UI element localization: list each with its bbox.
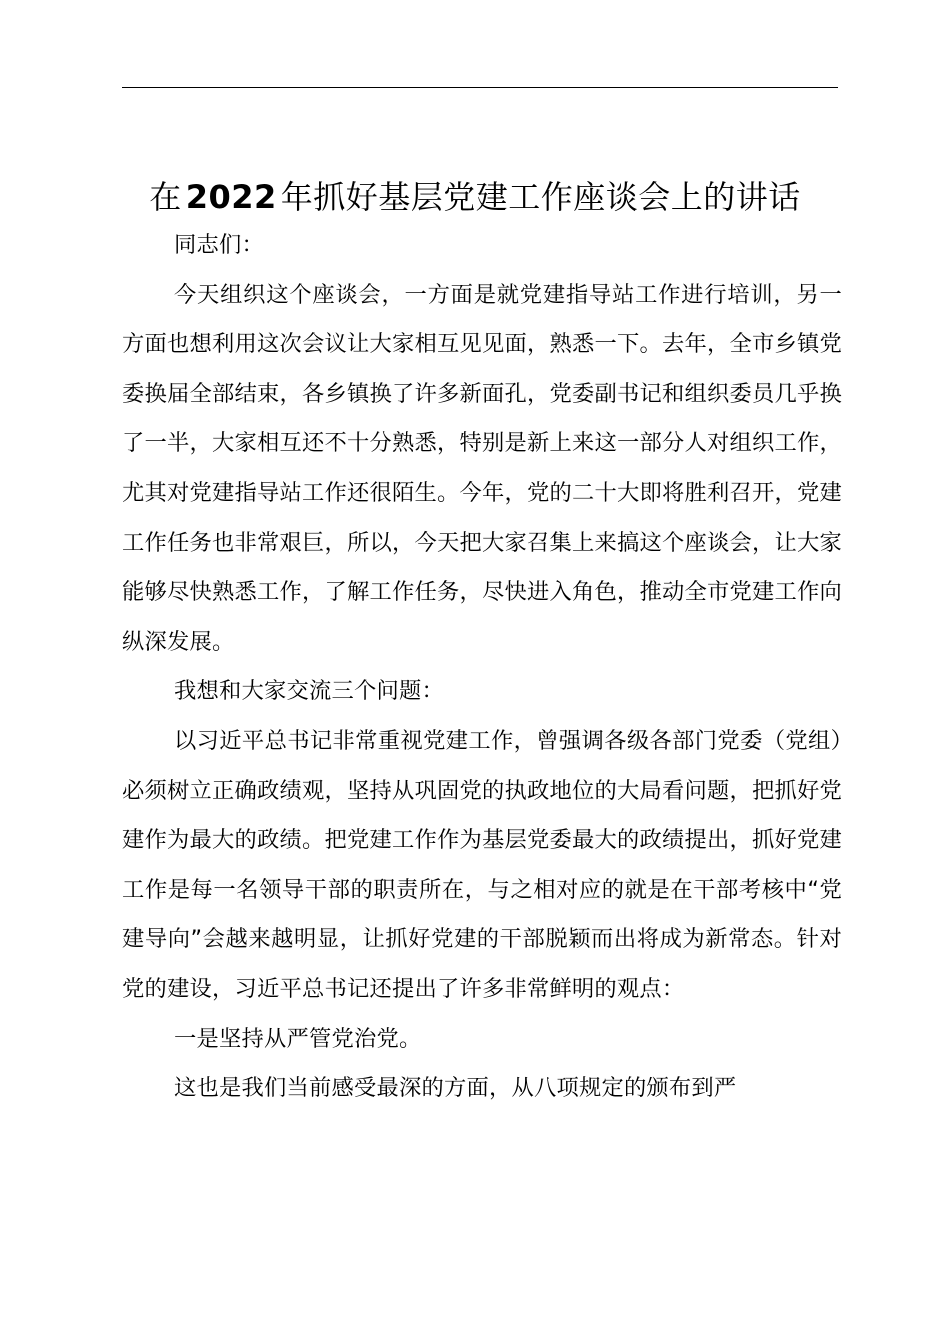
body-paragraph: 以习近平总书记非常重视党建工作，曾强调各级各部门党委（党组）必须树立正确政绩观，坚持从巩固党的执政地位的大局看问题，把抓好党建作为最大的政绩。把党建工作作为基层党委最大的政绩提出，抓好党建工作是每一名领导干部的职责所在，与之相对应的就是在干部考核中“党建导向”会越来越明显，让抓好党建的干部脱颖而出将成为新常态。针对党的建设，习近平总书记还提出了许多非常鲜明的观点： bbox=[122, 727, 842, 1002]
salutation-paragraph: 同志们： bbox=[174, 232, 264, 258]
document-title bbox=[0, 169, 950, 225]
title-suffix: 年抓好基层党建工作座谈会上的讲话 bbox=[280, 178, 801, 217]
body-paragraph: 这也是我们当前感受最深的方面，从八项规定的颁布到严 bbox=[174, 1075, 737, 1102]
header-rule bbox=[122, 87, 838, 88]
body-paragraph: 我想和大家交流三个问题： bbox=[174, 678, 444, 705]
body-paragraph: 今天组织这个座谈会，一方面是就党建指导站工作进行培训，另一方面也想利用这次会议让大家相互见见面，熟悉一下。去年，全市乡镇党委换届全部结束，各乡镇换了许多新面孔，党委副书记和组织委员几乎换了一半，大家相互还不十分熟悉，特别是新上来这一部分人对组织工作，尤其对党建指导站工作还很陌生。今年，党的二十大即将胜利召开，党建工作任务也非常艰巨，所以，今天把大家召集上来搞这个座谈会，让大家能够尽快熟悉工作，了解工作任务，尽快进入角色，推动全市党建工作向纵深发展。 bbox=[122, 281, 842, 655]
title-prefix: 在 bbox=[149, 178, 182, 217]
title-year: 2022 bbox=[185, 178, 277, 217]
section-heading-paragraph: 一是坚持从严管党治党。 bbox=[174, 1025, 422, 1052]
document-body bbox=[122, 221, 842, 1114]
